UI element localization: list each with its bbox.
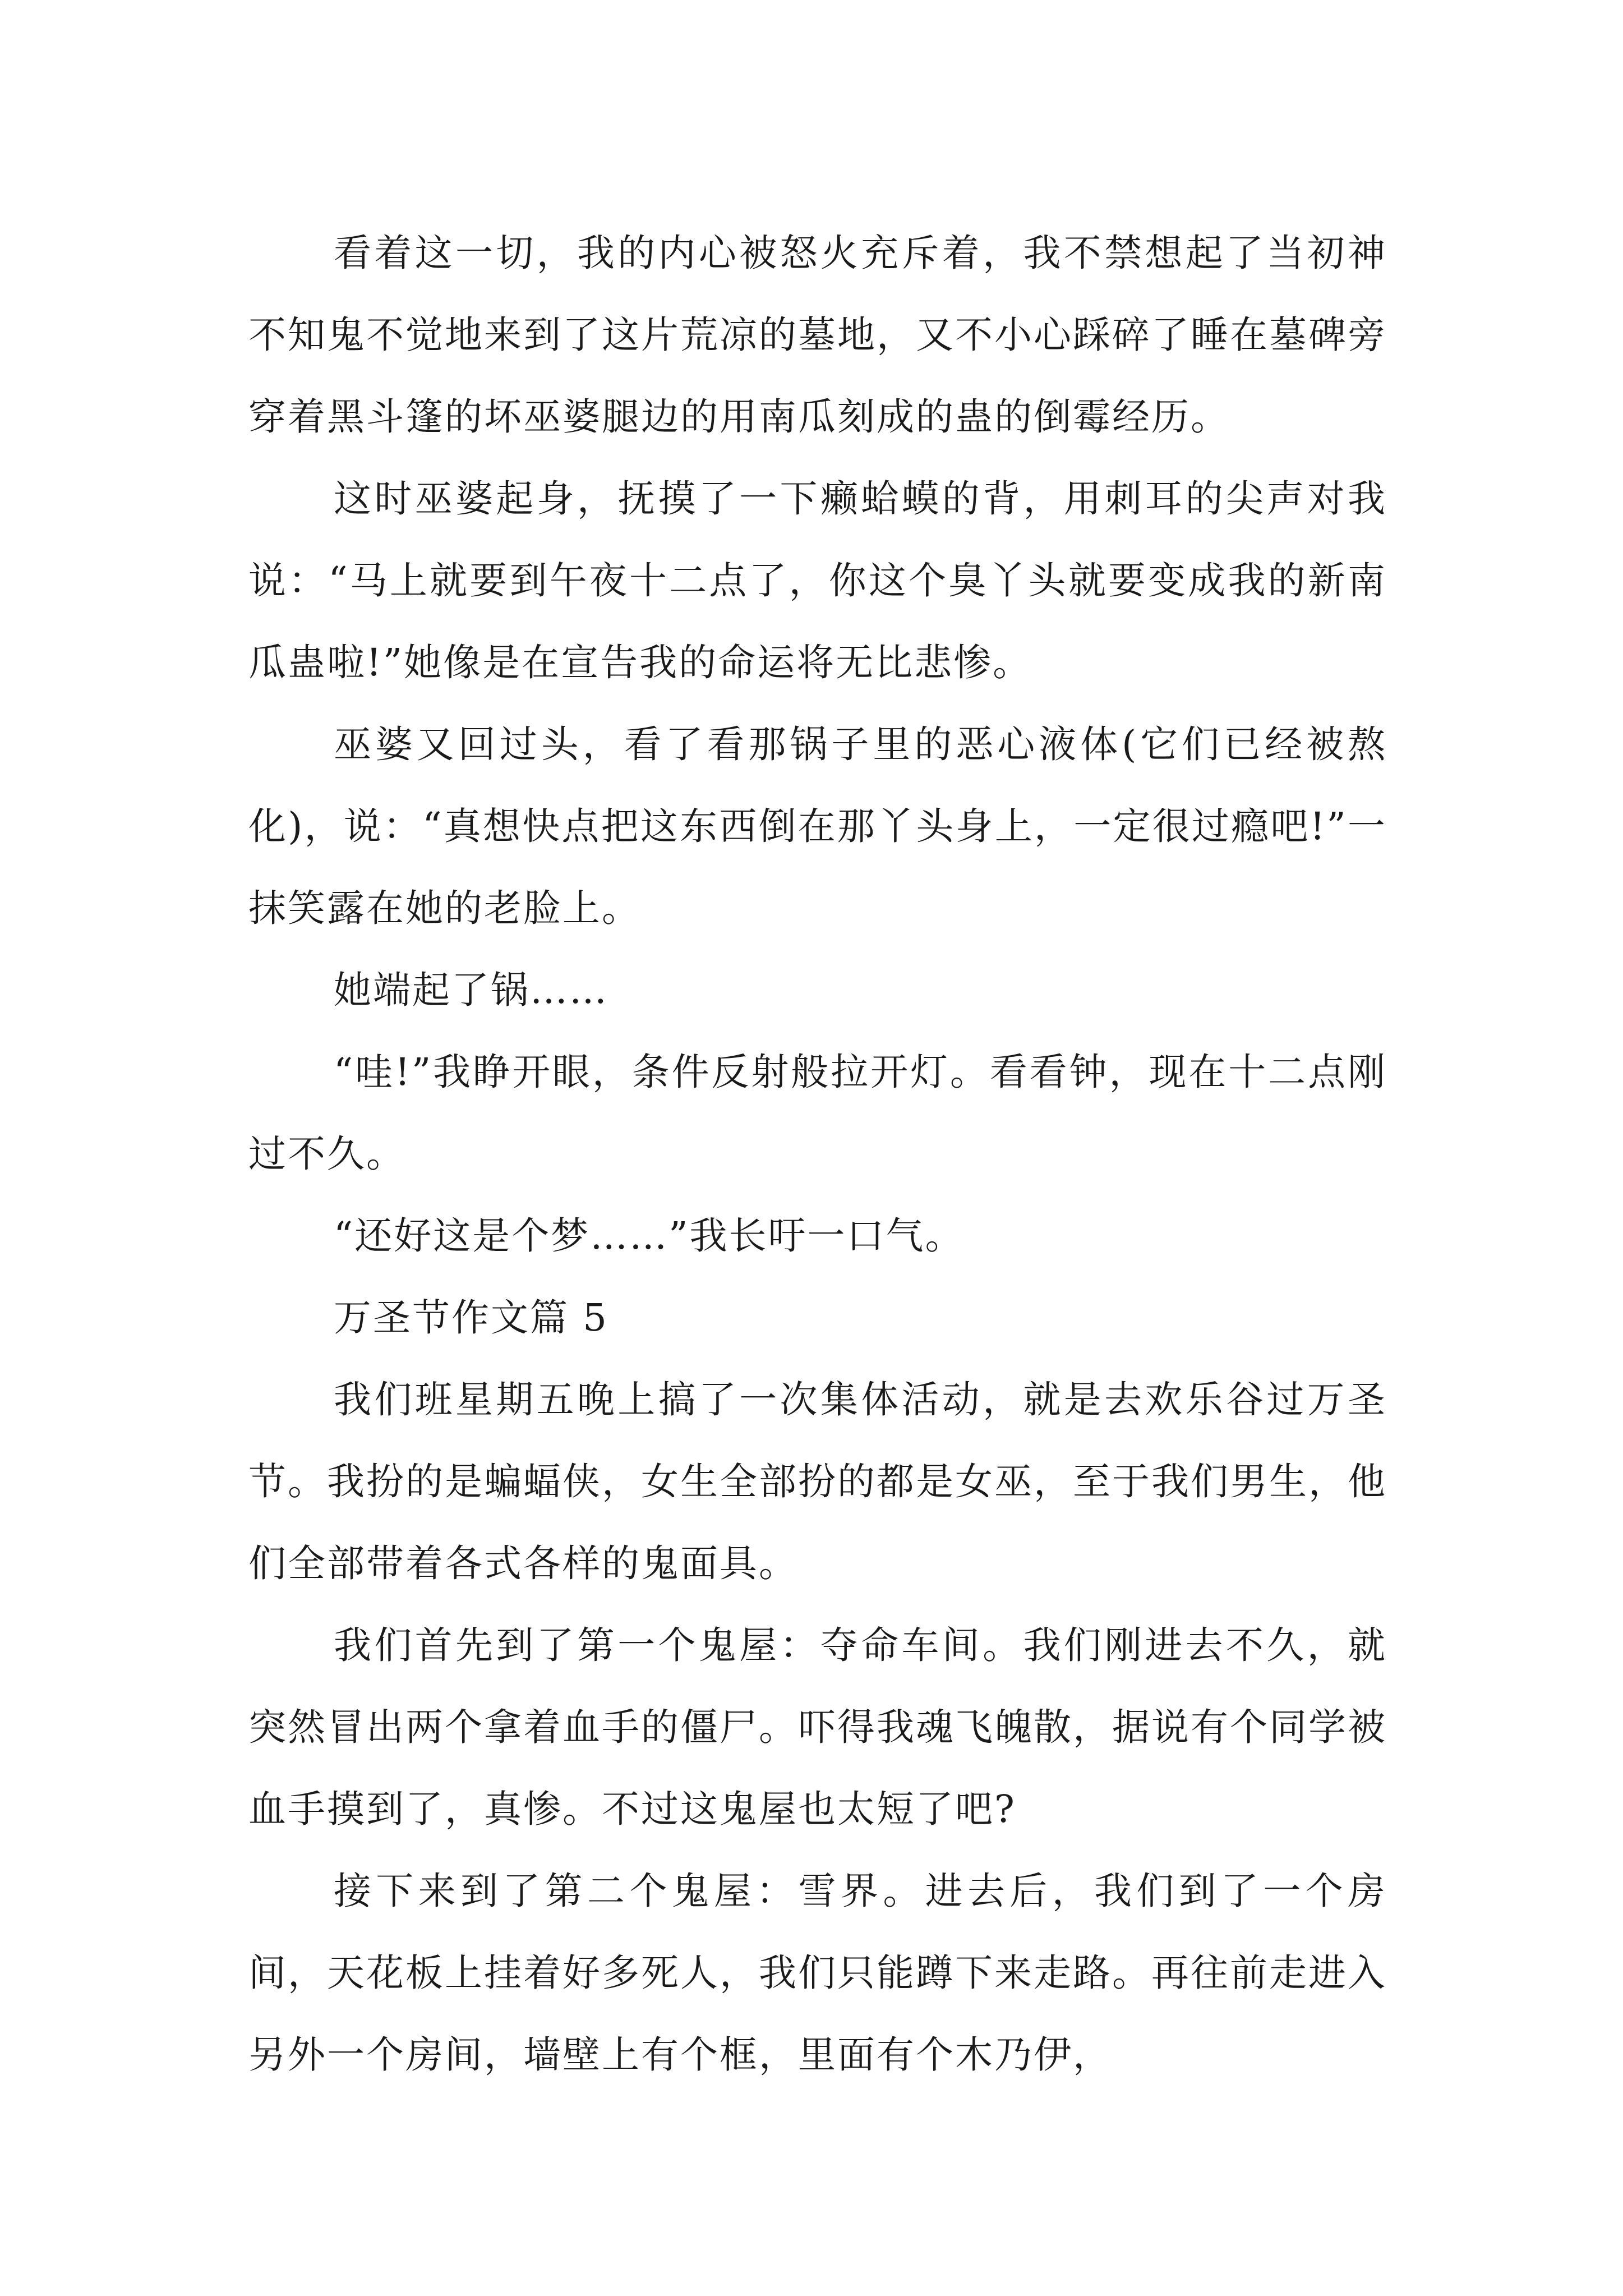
paragraph-5: “哇!”我睁开眼，条件反射般拉开灯。看看钟，现在十二点刚过不久。 [248, 1050, 1387, 1176]
paragraph-3: 巫婆又回过头，看了看那锅子里的恶心液体(它们已经被熬化)，说：“真想快点把这东西倒在那丫头身上，一定很过瘾吧!”一抹笑露在她的老脸上。 [248, 723, 1387, 930]
paragraph-7: 我们班星期五晚上搞了一次集体活动，就是去欢乐谷过万圣节。我扮的是蝙蝠侠，女生全部扮的都是女巫，至于我们男生，他们全部带着各式各样的鬼面具。 [248, 1378, 1387, 1585]
paragraph-9: 接下来到了第二个鬼屋：雪界。进去后，我们到了一个房间，天花板上挂着好多死人，我们只能蹲下来走路。再往前走进入另外一个房间，墙壁上有个框，里面有个木乃伊， [248, 1869, 1387, 2077]
document-body [248, 212, 1387, 2096]
paragraph-4: 她端起了锅…… [334, 968, 608, 1012]
paragraph-6: “还好这是个梦……”我长吁一口气。 [334, 1214, 965, 1258]
paragraph-2: 这时巫婆起身，抚摸了一下癞蛤蟆的背，用刺耳的尖声对我说：“马上就要到午夜十二点了，你这个臭丫头就要变成我的新南瓜蛊啦!”她像是在宣告我的命运将无比悲惨。 [248, 477, 1387, 684]
paragraph-8: 我们首先到了第一个鬼屋：夺命车间。我们刚进去不久，就突然冒出两个拿着血手的僵尸。吓得我魂飞魄散，据说有个同学被血手摸到了，真惨。不过这鬼屋也太短了吧? [248, 1623, 1387, 1831]
paragraph-1: 看着这一切，我的内心被怒火充斥着，我不禁想起了当初神不知鬼不觉地来到了这片荒凉的墓地，又不小心踩碎了睡在墓碑旁穿着黑斗篷的坏巫婆腿边的用南瓜刻成的蛊的倒霉经历。 [248, 231, 1387, 439]
section-heading: 万圣节作文篇 5 [334, 1296, 608, 1340]
